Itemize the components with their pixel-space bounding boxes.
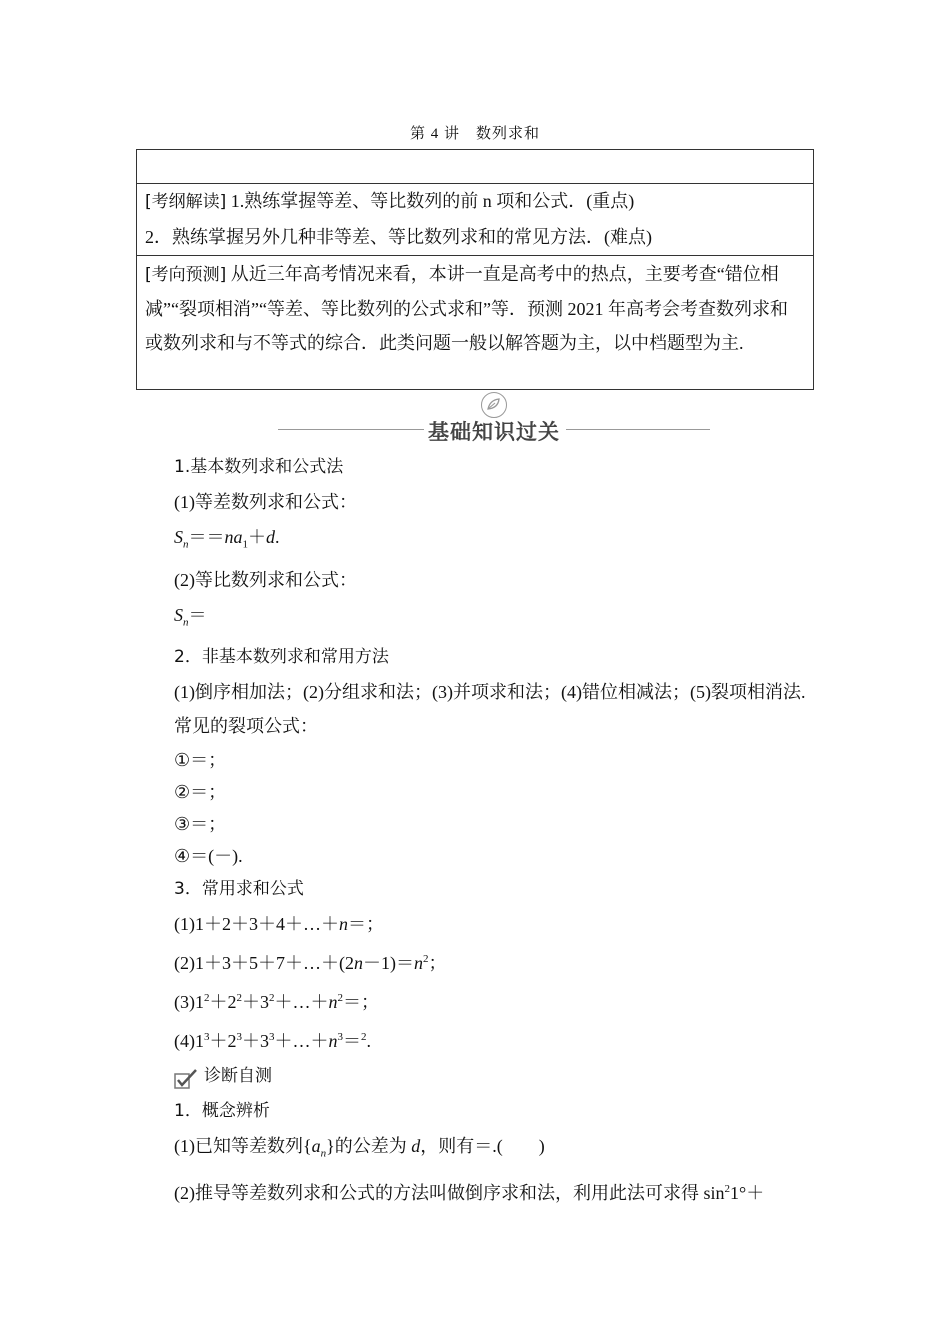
s3-title: 3．常用求和公式 [174, 879, 304, 900]
q-title: 1．概念辨析 [174, 1101, 270, 1122]
s2-methods: (1)倒序相加法；(2)分组求和法；(3)并项求和法；(4)错位相减法；(5)裂项相消法. [174, 682, 806, 703]
split-formula-2: ②＝； [174, 782, 227, 803]
syllabus-row-1 [137, 184, 813, 220]
sum-formula-2: $(2)1+3+5+7+\dots+(2n-1)=n^2$； [174, 953, 447, 974]
split-formula-1: ①＝； [174, 750, 227, 771]
diag-heading [136, 1059, 814, 1094]
forecast-tag: [考向预测] [145, 265, 227, 285]
s1-title: 1.基本数列求和公式法 [174, 457, 344, 477]
syllabus-row-2: 2．熟练掌握另外几种非等差、等比数列求和的常见方法．(难点) [137, 220, 813, 256]
sum-formula-4: $(4)1^3+2^3+3^3+\dots+n^3=^2$. [174, 1031, 371, 1052]
diag-title: 诊断自测 [204, 1066, 272, 1087]
formula-geo-sum: $S_n=$ [174, 604, 207, 629]
s1-p1: (1)等差数列求和公式： [174, 492, 357, 512]
split-formula-3: ③＝； [174, 814, 227, 835]
box-empty-row [137, 150, 813, 184]
syllabus-text-1: 1.熟练掌握等差、等比数列的前 n 项和公式．(重点) [230, 191, 635, 211]
main-content [136, 450, 814, 1211]
forecast-text: 从近三年高考情况来看，本讲一直是高考中的热点，主要考查“错位相减”“裂项相消”“等差、等比数列的公式求和”等．预测 2021 年高考会考查数列求和或数列求和与不等式的综合．此类问题一般以解答题为主，以中档题型为主. [145, 264, 788, 353]
question-1: (1)已知等差数列$\{a_n\}$的公差为 d，则有＝.( ) [174, 1136, 545, 1160]
sum-formula-1: (1)1＋2＋3＋4＋…＋n＝； [174, 914, 384, 935]
question-2: (2)推导等差数列求和公式的方法叫做倒序求和法，利用此法可求得 $\sin^21^\circ+$ [174, 1182, 765, 1203]
s2-p2: 常见的裂项公式： [174, 716, 318, 737]
split-formula-4: ④＝(－). [174, 846, 243, 867]
syllabus-tag: [考纲解读] [145, 192, 227, 212]
section-banner [278, 392, 710, 450]
syllabus-box [136, 149, 814, 390]
s1-p3: (2)等比数列求和公式： [174, 569, 357, 590]
s2-title: 2．非基本数列求和常用方法 [174, 647, 389, 668]
sum-formula-3: $(3)1^2+2^2+3^2+\dots+n^2=$； [174, 992, 379, 1013]
formula-arith-sum: $S_n==na_1+d$. [174, 527, 280, 551]
section-title: 基础知识过关 [428, 420, 560, 444]
page-title: 第 4 讲 数列求和 [409, 126, 540, 142]
leaf-icon [481, 392, 507, 418]
check-icon [136, 1067, 160, 1087]
forecast-row [137, 256, 813, 360]
